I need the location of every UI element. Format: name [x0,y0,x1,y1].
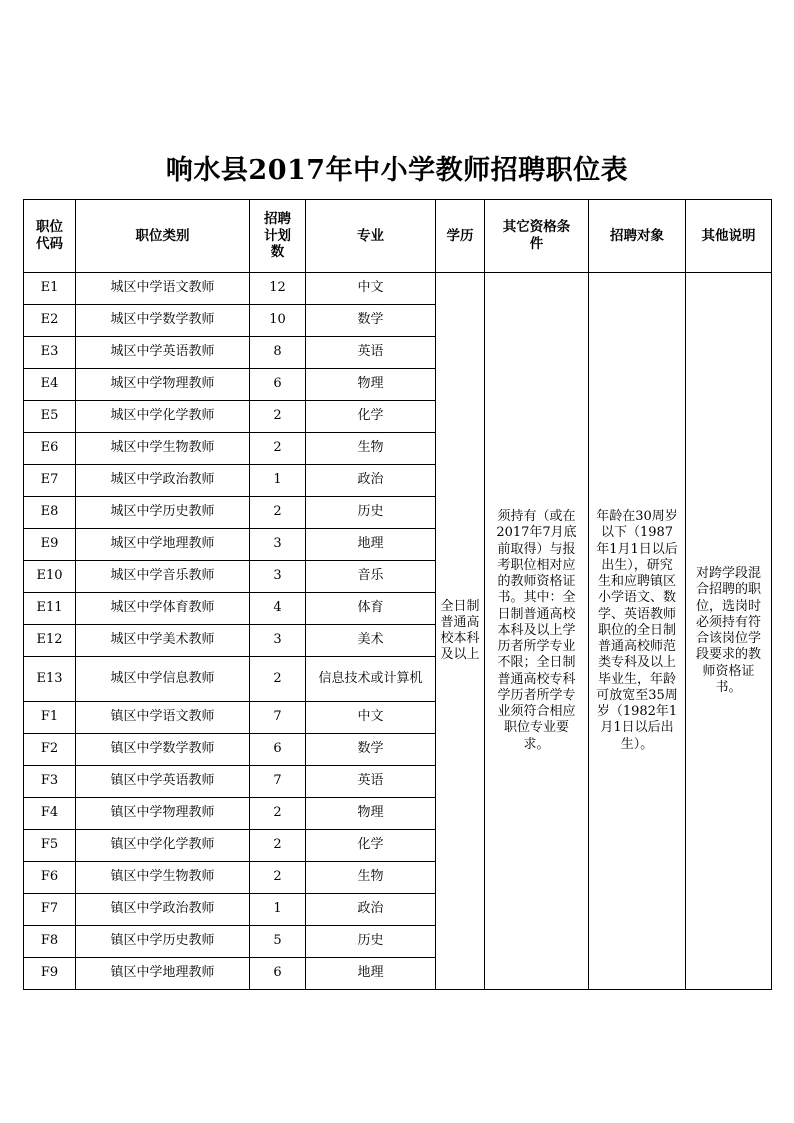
cell-count: 1 [250,894,306,926]
cell-count: 12 [250,273,306,305]
cell-major: 数学 [306,734,436,766]
header-education: 学历 [436,200,485,273]
header-other-qualifications: 其它资格条件 [485,200,589,273]
header-target: 招聘对象 [589,200,686,273]
cell-category: 城区中学英语教师 [76,337,250,369]
cell-major: 政治 [306,465,436,497]
cell-major: 生物 [306,862,436,894]
cell-code: E4 [24,369,76,401]
cell-category: 镇区中学数学教师 [76,734,250,766]
cell-major: 政治 [306,894,436,926]
cell-code: E7 [24,465,76,497]
cell-major: 化学 [306,401,436,433]
cell-code: F9 [24,958,76,990]
cell-code: E6 [24,433,76,465]
cell-category: 城区中学体育教师 [76,593,250,625]
cell-count: 7 [250,766,306,798]
cell-education: 全日制普通高校本科及以上 [436,273,485,990]
cell-code: F2 [24,734,76,766]
header-code: 职位代码 [24,200,76,273]
cell-category: 镇区中学生物教师 [76,862,250,894]
cell-category: 城区中学美术教师 [76,625,250,657]
cell-count: 2 [250,862,306,894]
cell-category: 镇区中学语文教师 [76,702,250,734]
cell-code: F3 [24,766,76,798]
cell-major: 历史 [306,926,436,958]
cell-code: E11 [24,593,76,625]
cell-major: 美术 [306,625,436,657]
cell-count: 2 [250,657,306,702]
cell-category: 镇区中学物理教师 [76,798,250,830]
header-row [24,200,772,273]
header-notes: 其他说明 [686,200,772,273]
cell-major: 地理 [306,529,436,561]
cell-code: E9 [24,529,76,561]
cell-code: E1 [24,273,76,305]
cell-count: 2 [250,798,306,830]
cell-category: 城区中学政治教师 [76,465,250,497]
cell-category: 城区中学音乐教师 [76,561,250,593]
header-category: 职位类别 [76,200,250,273]
cell-count: 6 [250,734,306,766]
header-major: 专业 [306,200,436,273]
page-title: 响水县2017年中小学教师招聘职位表 [165,155,629,186]
cell-category: 城区中学物理教师 [76,369,250,401]
cell-code: F8 [24,926,76,958]
cell-count: 3 [250,529,306,561]
cell-count: 8 [250,337,306,369]
cell-major: 历史 [306,497,436,529]
cell-target: 年龄在30周岁以下（1987年1月1日以后出生），研究生和应聘镇区小学语文、数学、英语教师职位的全日制普通高校师范类专科及以上毕业生，年龄可放宽至35周岁（1982年1月1日以后出生）。 [589,273,686,990]
cell-code: F6 [24,862,76,894]
cell-code: E2 [24,305,76,337]
cell-major: 英语 [306,337,436,369]
cell-count: 1 [250,465,306,497]
cell-code: E12 [24,625,76,657]
cell-count: 4 [250,593,306,625]
cell-count: 6 [250,958,306,990]
cell-other-qualifications: 须持有（或在2017年7月底前取得）与报考职位相对应的教师资格证书。其中：全日制普通高校本科及以上学历者所学专业不限；全日制普通高校专科学历者所学专业须符合相应职位专业要求。 [485,273,589,990]
cell-major: 英语 [306,766,436,798]
cell-code: F7 [24,894,76,926]
recruitment-table [23,199,772,990]
table-row [24,273,772,305]
cell-major: 数学 [306,305,436,337]
cell-count: 2 [250,497,306,529]
cell-code: E13 [24,657,76,702]
cell-category: 镇区中学地理教师 [76,958,250,990]
cell-notes: 对跨学段混合招聘的职位，选岗时必须持有符合该岗位学段要求的教师资格证书。 [686,273,772,990]
cell-code: F1 [24,702,76,734]
cell-count: 2 [250,830,306,862]
cell-code: F5 [24,830,76,862]
cell-category: 城区中学地理教师 [76,529,250,561]
cell-category: 镇区中学英语教师 [76,766,250,798]
cell-major: 中文 [306,273,436,305]
cell-count: 10 [250,305,306,337]
cell-count: 5 [250,926,306,958]
cell-code: E10 [24,561,76,593]
cell-count: 2 [250,401,306,433]
cell-count: 3 [250,625,306,657]
cell-category: 城区中学化学教师 [76,401,250,433]
cell-count: 7 [250,702,306,734]
cell-major: 中文 [306,702,436,734]
cell-code: F4 [24,798,76,830]
cell-count: 6 [250,369,306,401]
cell-code: E3 [24,337,76,369]
table-body [24,273,772,990]
cell-major: 物理 [306,798,436,830]
cell-category: 城区中学信息教师 [76,657,250,702]
cell-count: 2 [250,433,306,465]
cell-count: 3 [250,561,306,593]
cell-code: E8 [24,497,76,529]
cell-major: 信息技术或计算机 [306,657,436,702]
cell-category: 镇区中学化学教师 [76,830,250,862]
cell-category: 城区中学数学教师 [76,305,250,337]
cell-major: 化学 [306,830,436,862]
cell-major: 体育 [306,593,436,625]
cell-code: E5 [24,401,76,433]
cell-category: 城区中学生物教师 [76,433,250,465]
header-count: 招聘计划数 [250,200,306,273]
cell-category: 镇区中学历史教师 [76,926,250,958]
cell-major: 生物 [306,433,436,465]
cell-major: 地理 [306,958,436,990]
cell-category: 城区中学历史教师 [76,497,250,529]
cell-major: 音乐 [306,561,436,593]
cell-category: 镇区中学政治教师 [76,894,250,926]
cell-major: 物理 [306,369,436,401]
cell-category: 城区中学语文教师 [76,273,250,305]
